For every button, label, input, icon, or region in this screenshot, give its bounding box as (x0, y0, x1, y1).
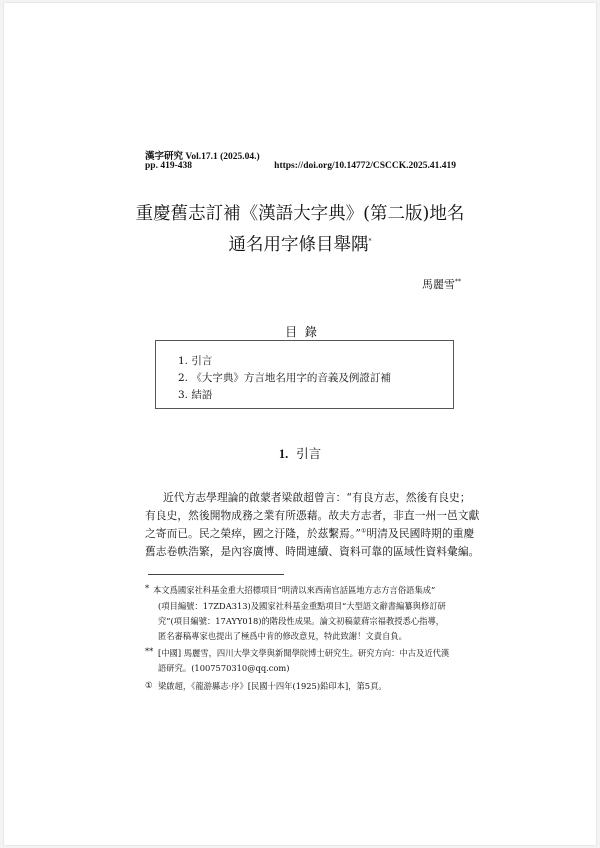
footnote-double-star-mark: ** (145, 646, 154, 656)
footnote-1-line-4: 匿名審稿專家也提出了極爲中肯的修改意見，特此致謝！文責自負。 (158, 631, 407, 641)
body-line-3-quote: 之寄而已。民之榮瘁，國之汙隆，於茲繫焉。” (145, 527, 361, 540)
body-line-1: 近代方志學理論的啟蒙者梁啟超曾言：“有良方志，然後有良史； (163, 491, 471, 504)
paper-title-line-1: 重慶舊志訂補《漢語大字典》(第二版)地名 (135, 204, 465, 224)
author (422, 276, 461, 292)
body-line-3-cont: 明清及民國時期的重慶 (366, 527, 475, 540)
footnote-1-line-3: 究”(項目編號：17AYY018)的階段性成果。論文初稿蒙蔣宗福教授悉心指導， (158, 616, 445, 626)
footnote-1-line-2: (項目編號：17ZDA313)及國家社科基金重點項目“大型語文辭書編纂與修訂研 (158, 601, 446, 611)
footnote-divider (148, 574, 284, 575)
title-line-2-text: 通名用字條目舉隅 (228, 235, 369, 255)
toc-heading: 目 錄 (262, 323, 342, 340)
footnote-2-line-2: 語研究。(1007570310@qq.com) (158, 663, 290, 673)
footnote-ref-1[interactable]: ① (360, 527, 367, 535)
toc-item-1[interactable]: 1. 引言 (178, 355, 213, 367)
title-footnote-mark: * (368, 238, 372, 246)
author-name: 馬麗雪 (422, 278, 455, 291)
footnote-1-line-1: 本文爲國家社科基金重大招標項目“明清以來西南官話區地方志方言俗語集成” (153, 585, 436, 595)
body-line-2: 有良史，然後開物成務之業有所憑藉。故夫方志者，非直一州一邑文獻 (145, 509, 480, 522)
page-range: pp. 419-438 (145, 161, 192, 171)
section-number: 1. (278, 447, 289, 461)
footnote-2-line-1: [中國] 馬麗雪，四川大學文學與新聞學院博士研究生。研究方向：中古及近代漢 (158, 648, 450, 658)
footnote-star-mark: * (145, 583, 150, 593)
author-footnote-mark: ** (455, 278, 461, 286)
doi-link[interactable]: https://doi.org/10.14772/CSCCK.2025.41.419 (274, 161, 456, 171)
section-heading (4, 444, 596, 462)
footnote-3-mark: ① (145, 680, 153, 690)
paper-title-line-2 (4, 231, 596, 256)
paper-page (4, 3, 596, 845)
toc-item-2[interactable]: 2. 《大字典》方言地名用字的音義及例證訂補 (178, 372, 391, 384)
toc-item-3[interactable]: 3. 結語 (178, 389, 213, 401)
body-line-4: 舊志卷帙浩繁，是內容廣博、時間連續、資料可靠的區域性資料彙編。 (145, 545, 480, 558)
body-line-3 (145, 526, 474, 541)
footnote-3-text: 梁啟超，《龍游縣志·序》[民國十四年(1925)鉛印本]，第5頁。 (158, 681, 387, 691)
journal-info: 漢字研究 Vol.17.1 (2025.04.) (145, 152, 260, 162)
section-title: 引言 (296, 446, 322, 461)
